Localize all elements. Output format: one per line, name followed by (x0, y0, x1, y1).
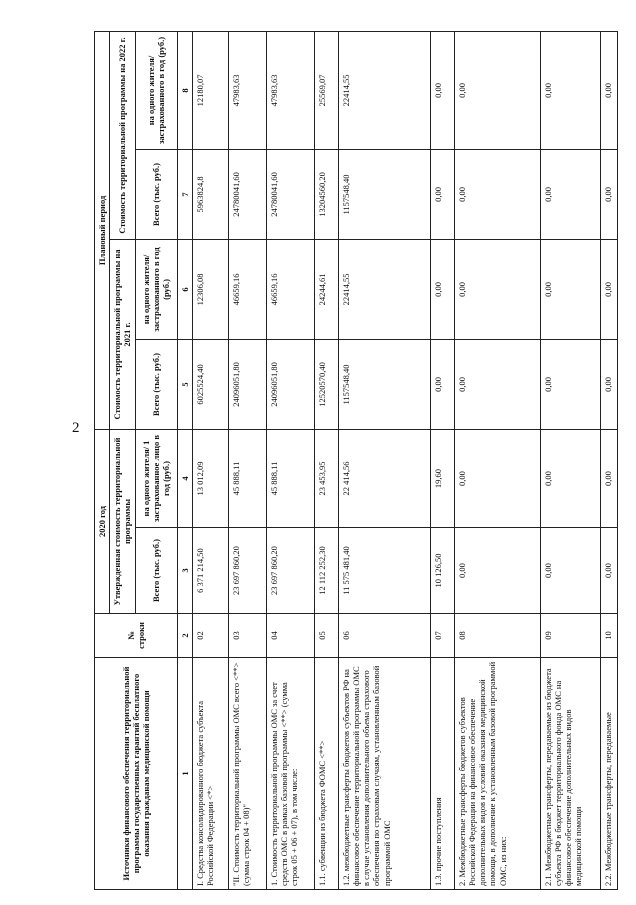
header-cost-2022: Стоимость территориальной программы на 2022 г. (110, 31, 135, 239)
cell-per-capita-2022: 0,00 (600, 31, 617, 149)
header-source: Источники финансового обеспечения территориальной программы государственных гарантий бесплатного оказания гражданам медицинской помощи (95, 658, 178, 890)
table-row (338, 31, 430, 889)
cell-total-2021: 6025524,40 (192, 339, 228, 429)
cell-total-2021: 12520570,40 (314, 339, 338, 429)
cell-per-capita-2020: 45 888,11 (228, 429, 266, 527)
col-index: 7 (177, 149, 192, 239)
row-number: 10 (600, 614, 617, 658)
cell-total-2022: 0,00 (540, 149, 600, 239)
table-row (266, 31, 314, 889)
col-index: 4 (177, 429, 192, 527)
header-per-capita-2022: на одного жителя/ застрахованного в год (руб.) (135, 31, 177, 149)
page-number: 2 (72, 420, 80, 436)
cell-per-capita-2022: 22414,55 (338, 31, 430, 149)
row-label: 2.1. Межбюджетные трансферты, передаваемые из бюджета субъекта РФ в бюджет территориального фонда ОМС на финансовое обеспечение дополнительных видов медицинской помощи (540, 658, 600, 890)
cell-total-2020: 23 697 860,20 (228, 528, 266, 614)
table-row (192, 31, 228, 889)
cell-per-capita-2022: 47983,63 (228, 31, 266, 149)
cell-total-2020: 6 371 214,50 (192, 528, 228, 614)
cell-per-capita-2021: 46659,16 (228, 239, 266, 339)
col-index: 8 (177, 31, 192, 149)
cell-per-capita-2021: 12306,08 (192, 239, 228, 339)
cell-total-2021: 24096051,80 (266, 339, 314, 429)
col-index: 2 (177, 614, 192, 658)
cell-per-capita-2022: 0,00 (540, 31, 600, 149)
cell-total-2022: 1157548,40 (338, 149, 430, 239)
cell-per-capita-2022: 25569,07 (314, 31, 338, 149)
table-row (314, 31, 338, 889)
col-index: 1 (177, 658, 192, 890)
header-2020: 2020 год (95, 429, 110, 613)
cell-per-capita-2020: 0,00 (600, 429, 617, 527)
cell-per-capita-2021: 0,00 (430, 239, 454, 339)
col-index: 5 (177, 339, 192, 429)
cell-per-capita-2021: 24244,61 (314, 239, 338, 339)
financing-table (94, 31, 618, 890)
row-number: 02 (192, 614, 228, 658)
cell-per-capita-2020: 0,00 (454, 429, 540, 527)
cell-total-2021: 1157548,40 (338, 339, 430, 429)
row-number: 03 (228, 614, 266, 658)
table-row (430, 31, 454, 889)
cell-per-capita-2020: 45 888,11 (266, 429, 314, 527)
cell-total-2020: 10 126,50 (430, 528, 454, 614)
cell-total-2020: 12 112 252,30 (314, 528, 338, 614)
cell-per-capita-2021: 22414,55 (338, 239, 430, 339)
header-cost-2021: Стоимость территориальной программы на 2021 г. (110, 239, 135, 429)
cell-total-2020: 0,00 (540, 528, 600, 614)
cell-per-capita-2021: 46659,16 (266, 239, 314, 339)
cell-total-2020: 11 575 481,40 (338, 528, 430, 614)
table-row (454, 31, 540, 889)
cell-per-capita-2022: 0,00 (454, 31, 540, 149)
table-row (540, 31, 600, 889)
cell-total-2022: 5963824,8 (192, 149, 228, 239)
header-total-2021: Всего (тыс. руб.) (135, 339, 177, 429)
cell-total-2020: 0,00 (454, 528, 540, 614)
cell-per-capita-2022: 12180,07 (192, 31, 228, 149)
cell-total-2022: 0,00 (430, 149, 454, 239)
row-number: 09 (540, 614, 600, 658)
header-approved-cost: Утвержденная стоимость территориальной программы (110, 429, 135, 613)
row-label: 1. Стоимость территориальной программы ОМС за счет средств ОМС в рамках базовой программы <**> (сумма строк 05 + 06 + 07), в том числе: (266, 658, 314, 890)
cell-total-2022: 0,00 (600, 149, 617, 239)
cell-total-2021: 0,00 (454, 339, 540, 429)
header-per-capita-2021: на одного жителя/ застрахованного в год (руб.) (135, 239, 177, 339)
col-index: 3 (177, 528, 192, 614)
row-number: 05 (314, 614, 338, 658)
rotated-table-wrapper (94, 32, 613, 890)
header-planning-period: Плановый период (95, 31, 110, 429)
row-number: 08 (454, 614, 540, 658)
cell-per-capita-2020: 22 414,56 (338, 429, 430, 527)
table-row (228, 31, 266, 889)
cell-total-2022: 24780041,60 (228, 149, 266, 239)
header-per-capita-2020: на одного жителя/ 1 застрахованное лицо в год (руб.) (135, 429, 177, 527)
cell-total-2020: 23 697 860,20 (266, 528, 314, 614)
cell-total-2021: 0,00 (540, 339, 600, 429)
row-label: 1.1. субвенции из бюджета ФОМС <**> (314, 658, 338, 890)
row-number: 06 (338, 614, 430, 658)
cell-per-capita-2021: 0,00 (454, 239, 540, 339)
cell-total-2021: 0,00 (600, 339, 617, 429)
cell-total-2022: 13204560,20 (314, 149, 338, 239)
row-label: "II. Стоимость территориальной программы ОМС всего <**> (сумма строк 04 + 08)" (228, 658, 266, 890)
col-index: 6 (177, 239, 192, 339)
row-label: I. Средства консолидированного бюджета субъекта Российской Федерации <*> (192, 658, 228, 890)
cell-per-capita-2021: 0,00 (600, 239, 617, 339)
row-number: 04 (266, 614, 314, 658)
cell-per-capita-2020: 19,60 (430, 429, 454, 527)
header-row-no: № строки (95, 614, 178, 658)
header-total-2022: Всего (тыс. руб.) (135, 149, 177, 239)
cell-per-capita-2020: 13 012,09 (192, 429, 228, 527)
cell-per-capita-2022: 0,00 (430, 31, 454, 149)
row-label: 2.2. Межбюджетные трансферты, передаваемые (600, 658, 617, 890)
cell-per-capita-2020: 0,00 (540, 429, 600, 527)
cell-total-2022: 24780041,60 (266, 149, 314, 239)
cell-per-capita-2020: 23 453,95 (314, 429, 338, 527)
cell-per-capita-2021: 0,00 (540, 239, 600, 339)
cell-total-2021: 0,00 (430, 339, 454, 429)
cell-total-2020: 0,00 (600, 528, 617, 614)
cell-per-capita-2022: 47983,63 (266, 31, 314, 149)
cell-total-2021: 24096051,80 (228, 339, 266, 429)
row-label: 2. Межбюджетные трансферты бюджетов субъектов Российской Федерации на финансовое обеспечение дополнительных видов и условий оказания медицинской помощи, в дополнение к установленным базовой программой ОМС, из них: (454, 658, 540, 890)
row-number: 07 (430, 614, 454, 658)
row-label: 1.2. межбюджетные трансферты бюджетов субъектов РФ на финансовое обеспечение территориальной программы ОМС в случае установления дополнительного объема страхового обеспечения по страховым случаям, установленным базовой программой ОМС (338, 658, 430, 890)
header-total-2020: Всего (тыс. руб.) (135, 528, 177, 614)
table-row (600, 31, 617, 889)
row-label: 1.3. прочие поступления (430, 658, 454, 890)
cell-total-2022: 0,00 (454, 149, 540, 239)
